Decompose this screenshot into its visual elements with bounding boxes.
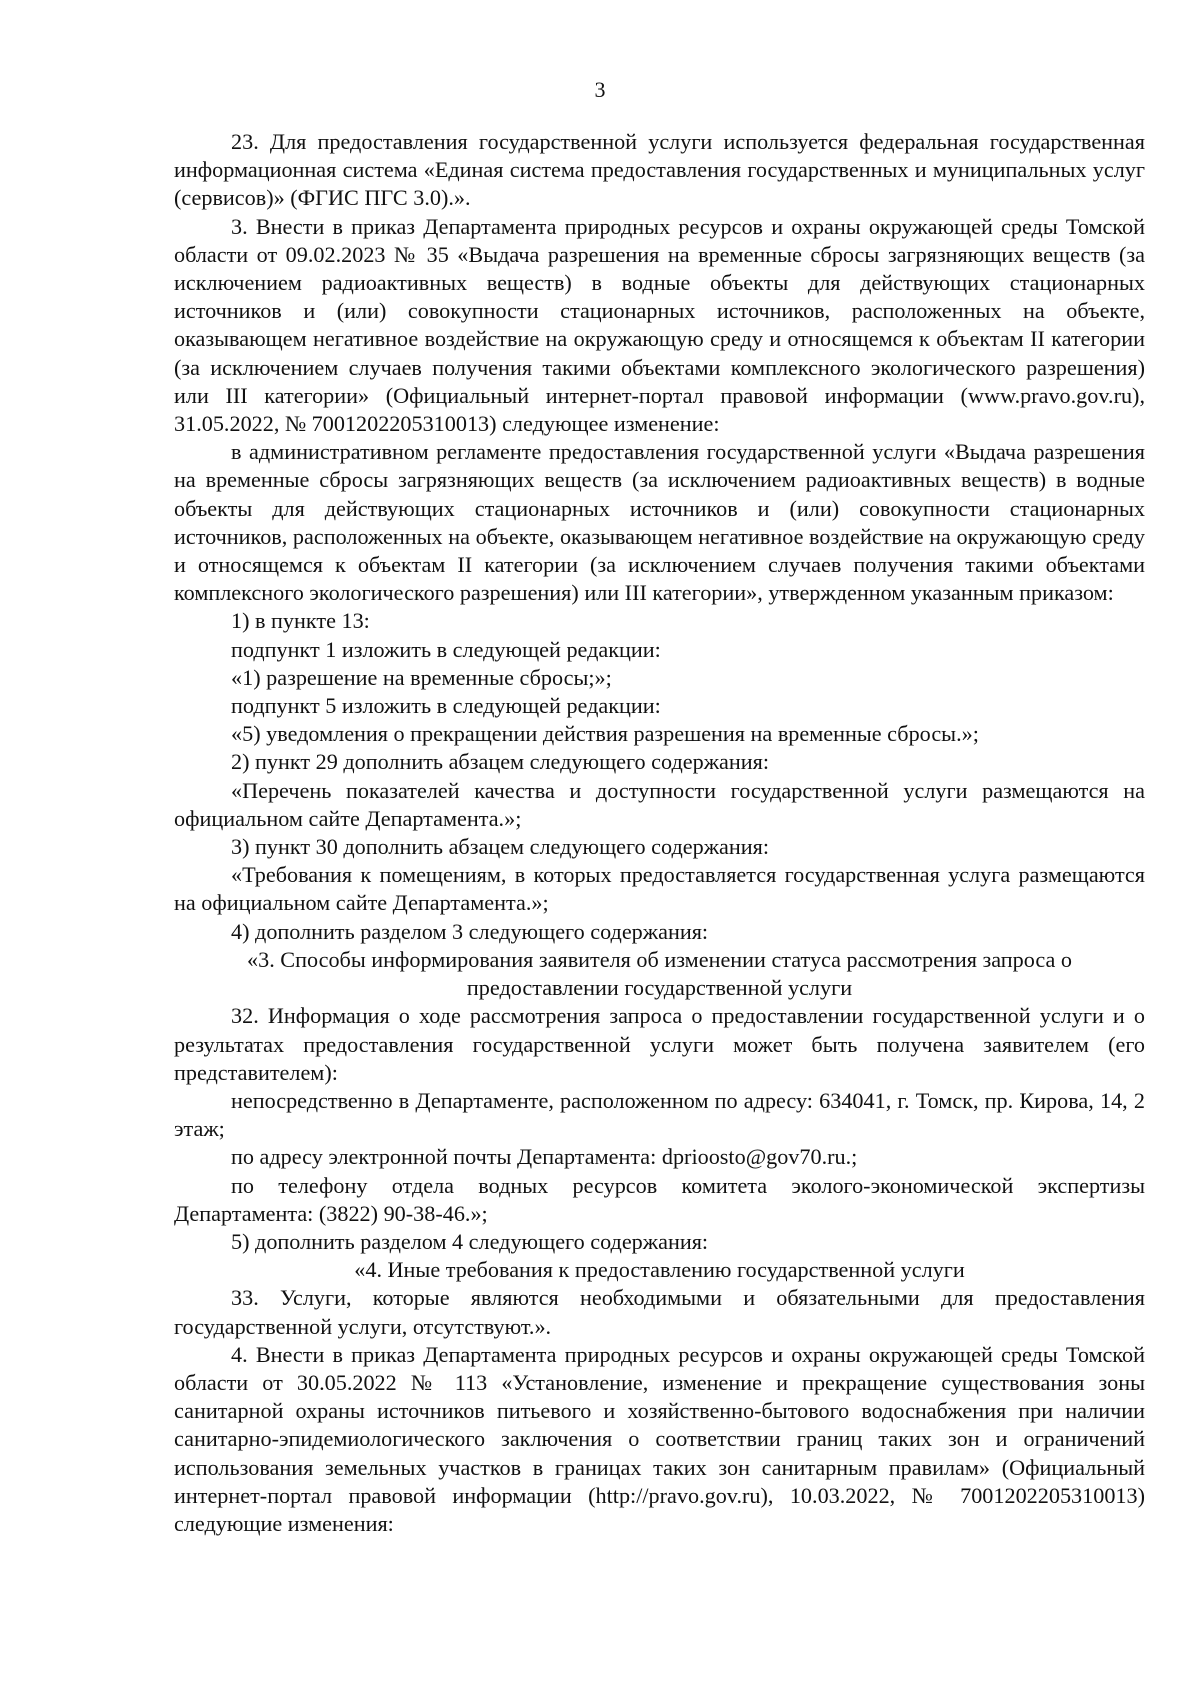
paragraph-contact-phone: по телефону отдела водных ресурсов комитета эколого-экономической экспертизы Департамента: (3822) 90-38-46.»; — [174, 1172, 1145, 1226]
paragraph-subitem-3-clause-30: 3) пункт 30 дополнить абзацем следующего содержания: — [231, 834, 770, 860]
paragraph-clause-33: 33. Услуги, которые являются необходимыми и обязательными для предоставления государственной услуги, отсутствуют.». — [174, 1285, 1145, 1339]
paragraph-clause-23: 23. Для предоставления государственной услуги используется федеральная государственная информационная система «Единая система предоставления государственных и муниципальных услуг (сервисов)» (ФГИС ПГС 3.0).». — [174, 129, 1145, 211]
paragraph-subitem-2-clause-29: 2) пункт 29 дополнить абзацем следующего содержания: — [231, 749, 770, 775]
paragraph-subitem-1-clause-13: 1) в пункте 13: — [231, 608, 370, 634]
paragraph-admin-regulation: в административном регламенте предоставления государственной услуги «Выдача разрешения на временные сбросы загрязняющих веществ (за исключением радиоактивных веществ) в водные объекты для действующих стационарных источников и (или) совокупности стационарных источников, расположенных на объекте, оказывающем негативное воздействие на окружающую среду и относящемся к объектам II категории (за исключением случаев получения такими объектами комплексного экологического разрешения) или III категории», утвержденном указанным приказом: — [174, 439, 1145, 606]
paragraph-subclause-5-intro: подпункт 5 изложить в следующей редакции: — [231, 693, 661, 719]
paragraph-subclause-5-text: «5) уведомления о прекращении действия разрешения на временные сбросы.»; — [231, 721, 979, 747]
paragraph-contact-address: непосредственно в Департаменте, расположенном по адресу: 634041, г. Томск, пр. Кирова, 14, 2 этаж; — [174, 1087, 1145, 1142]
paragraph-subclause-1-intro: подпункт 1 изложить в следующей редакции: — [231, 636, 661, 662]
paragraph-clause-30-text: «Требования к помещениям, в которых предоставляется государственная услуга размещаются на официальном сайте Департамента.»; — [174, 862, 1145, 916]
section-3-heading: «3. Способы информирования заявителя об изменении статуса рассмотрения запроса о предоставлении государственной услуги — [247, 946, 1072, 1001]
paragraph-item-3-amend-order-35: 3. Внести в приказ Департамента природных ресурсов и охраны окружающей среды Томской области от 09.02.2023 № 35 «Выдача разрешения на временные сбросы загрязняющих веществ (за исключением радиоактивных веществ) в водные объекты для действующих стационарных источников и (или) совокупности стационарных источников, расположенных на объекте, оказывающем негативное воздействие на окружающую среду и относящемся к объектам II категории (за исключением случаев получения такими объектами комплексного экологического разрешения) или III категории» (Официальный интернет-портал правовой информации (www.pravo.gov.ru), 31.05.2022, № 7001202205310013) следующее изменение: — [174, 213, 1145, 437]
paragraph-clause-29-text: «Перечень показателей качества и доступности государственной услуги размещаются на официальном сайте Департамента.»; — [174, 777, 1145, 831]
document-body — [174, 128, 1145, 1538]
paragraph-subclause-1-text: «1) разрешение на временные сбросы;»; — [231, 664, 612, 690]
section-4-heading: «4. Иные требования к предоставлению государственной услуги — [354, 1257, 965, 1283]
paragraph-contact-email: по адресу электронной почты Департамента: dprioosto@gov70.ru.; — [231, 1144, 858, 1170]
page-number: 3 — [594, 77, 606, 102]
paragraph-clause-32: 32. Информация о ходе рассмотрения запроса о предоставлении государственной услуги и о результатах предоставления государственной услуги может быть получена заявителем (его представителем): — [174, 1003, 1145, 1085]
paragraph-item-4-amend-order-113: 4. Внести в приказ Департамента природных ресурсов и охраны окружающей среды Томской области от 30.05.2022 № 113 «Установление, изменение и прекращение существования зоны санитарной охраны источников питьевого и хозяйственно-бытового водоснабжения при наличии санитарно-эпидемиологического заключения о соответствии границ таких зон и ограничений использования земельных участков в границах таких зон санитарным правилам» (Официальный интернет-портал правовой информации (http://pravo.gov.ru), 10.03.2022, № 7001202205310013) следующие изменения: — [174, 1341, 1145, 1536]
paragraph-subitem-5-section-4: 5) дополнить разделом 4 следующего содержания: — [231, 1228, 709, 1254]
paragraph-subitem-4-section-3: 4) дополнить разделом 3 следующего содержания: — [231, 918, 709, 944]
